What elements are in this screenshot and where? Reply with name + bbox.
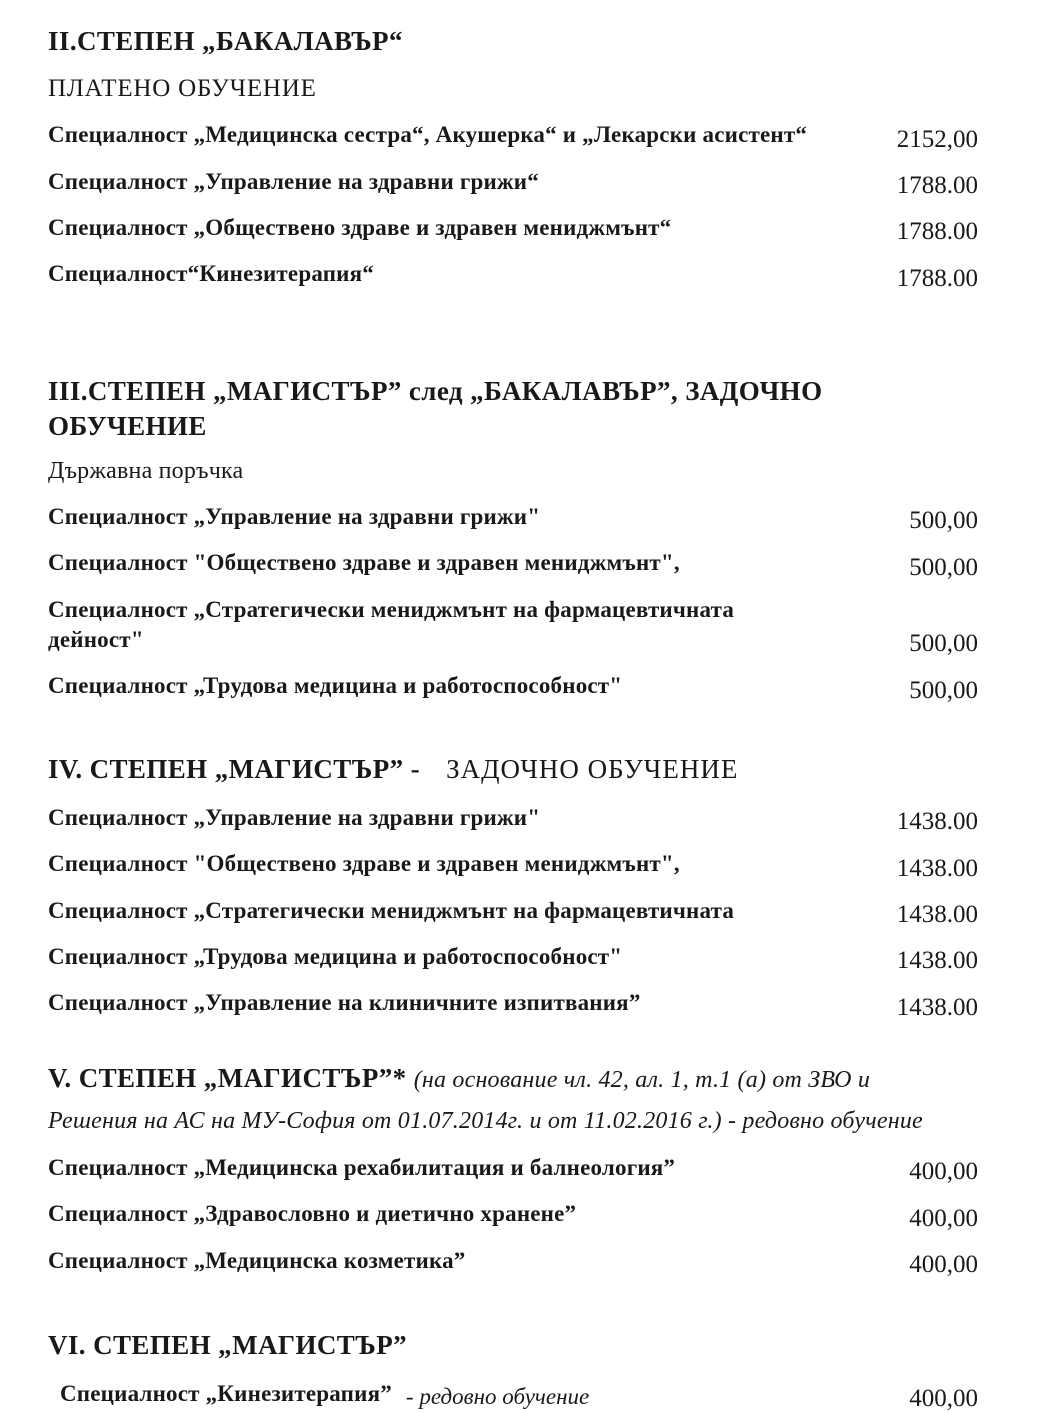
- fee-row: [48, 1246, 978, 1279]
- fee-rows: [48, 1153, 978, 1279]
- specialty-label: Специалност „Управление на здравни грижи“: [48, 168, 539, 194]
- fee-amount: 1788.00: [896, 264, 978, 292]
- specialty-label: Специалност“Кинезитерапия“: [48, 261, 374, 287]
- specialty-label: Специалност „Медицинска козметика”: [48, 1247, 466, 1273]
- fee-row: [48, 803, 978, 836]
- fee-row: [48, 1199, 978, 1232]
- section-master-special: [48, 1061, 978, 1279]
- specialty-label: Специалност "Обществено здраве и здравен мениджмънт",: [48, 550, 680, 576]
- fee-row: [48, 259, 978, 292]
- fee-row: [48, 548, 978, 581]
- fee-amount: 400,00: [909, 1158, 978, 1186]
- fee-amount: 500,00: [909, 507, 978, 535]
- specialty-label: Специалност „Трудова медицина и работоспособност": [48, 673, 623, 699]
- section-heading-bold: IV. СТЕПЕН „МАГИСТЪР” -: [48, 753, 421, 784]
- specialty-label: Специалност „Стратегически мениджмънт на фармацевтичната: [48, 897, 735, 923]
- specialty-label: Специалност „Здравословно и диетично хранене”: [48, 1201, 577, 1227]
- fee-amount: 1438.00: [896, 808, 978, 836]
- fee-row: [48, 502, 978, 535]
- specialty-label: Специалност „Медицинска сестра“, Акушерка“ и „Лекарски асистент“: [48, 122, 808, 148]
- fee-row: [48, 988, 978, 1021]
- section-heading-bold: V. СТЕПЕН „МАГИСТЪР”*: [48, 1062, 407, 1093]
- section-bachelor: [48, 24, 978, 290]
- fee-amount: 1788.00: [896, 172, 978, 200]
- fee-amount: 400,00: [909, 1204, 978, 1232]
- fee-rows: [48, 502, 978, 702]
- section-heading-note-continued: Решения на АС на МУ-София от 01.07.2014г. и от 11.02.2016 г.) - редовно обучение: [48, 1107, 923, 1134]
- specialty-label: Специалност „Медицинска рехабилитация и балнеология”: [48, 1155, 676, 1181]
- fee-row: [48, 849, 978, 882]
- section-subheading: Държавна поръчка: [48, 457, 244, 484]
- section-subheading: ПЛАТЕНО ОБУЧЕНИЕ: [48, 75, 317, 103]
- fee-amount: 500,00: [909, 553, 978, 581]
- fee-row: [48, 120, 978, 153]
- fee-rows: [48, 120, 978, 292]
- fee-amount: 1438.00: [896, 854, 978, 882]
- section-heading: II.СТЕПЕН „БАКАЛАВЪР“: [48, 26, 403, 56]
- specialty-label: Специалност „Управление на здравни грижи": [48, 804, 541, 830]
- specialty-label: Специалност „Обществено здраве и здравен мениджмънт“: [48, 215, 672, 241]
- section-heading-light: ЗАДОЧНО ОБУЧЕНИЕ: [446, 753, 739, 784]
- section-master-part-time: [48, 752, 978, 1019]
- fee-amount: 500,00: [909, 676, 978, 704]
- fee-row: [48, 213, 978, 246]
- section-heading: [48, 752, 978, 787]
- section-heading: [48, 1061, 978, 1137]
- specialty-label: Специалност „Управление на здравни грижи": [48, 503, 541, 529]
- fee-amount: 400,00: [909, 1251, 978, 1279]
- section-heading: III.СТЕПЕН „МАГИСТЪР” след „БАКАЛАВЪР”, ЗАДОЧНО ОБУЧЕНИЕ: [48, 375, 823, 441]
- fee-rows: [48, 1379, 978, 1412]
- fee-amount: 2152,00: [896, 125, 978, 153]
- specialty-label: Специалност „Стратегически мениджмънт на фармацевтичната дейност": [48, 596, 735, 653]
- section-heading: VI. СТЕПЕН „МАГИСТЪР”: [48, 1330, 408, 1361]
- specialty-label: Специалност „Управление на клиничните изпитвания”: [48, 990, 641, 1016]
- fee-amount: 400,00: [909, 1384, 978, 1412]
- fee-row: [48, 1379, 978, 1412]
- section-master-after-bachelor: [48, 374, 978, 702]
- section-heading-note: (на основание чл. 42, ал. 1, т.1 (а) от ЗВО и: [413, 1066, 871, 1093]
- specialty-label: Специалност „Трудова медицина и работоспособност": [48, 943, 623, 969]
- fee-amount: 500,00: [909, 630, 978, 658]
- fee-amount: 1438.00: [896, 947, 978, 975]
- fee-row: [48, 1153, 978, 1186]
- specialty-label: Специалност "Обществено здраве и здравен мениджмънт",: [48, 851, 680, 877]
- fee-row: [48, 595, 978, 656]
- fee-row: [48, 671, 978, 704]
- fee-rows: [48, 803, 978, 1019]
- section-master-kinesitherapy: [48, 1328, 978, 1412]
- specialty-label: Специалност „Кинезитерапия”: [60, 1381, 392, 1407]
- specialty-note: - редовно обучение: [405, 1383, 590, 1409]
- fee-amount: 1438.00: [896, 993, 978, 1021]
- fee-row: [48, 896, 978, 926]
- fee-row: [48, 942, 978, 975]
- fee-row: [48, 167, 978, 200]
- fee-amount: 1788.00: [896, 218, 978, 246]
- fee-amount: 1438.00: [896, 900, 978, 928]
